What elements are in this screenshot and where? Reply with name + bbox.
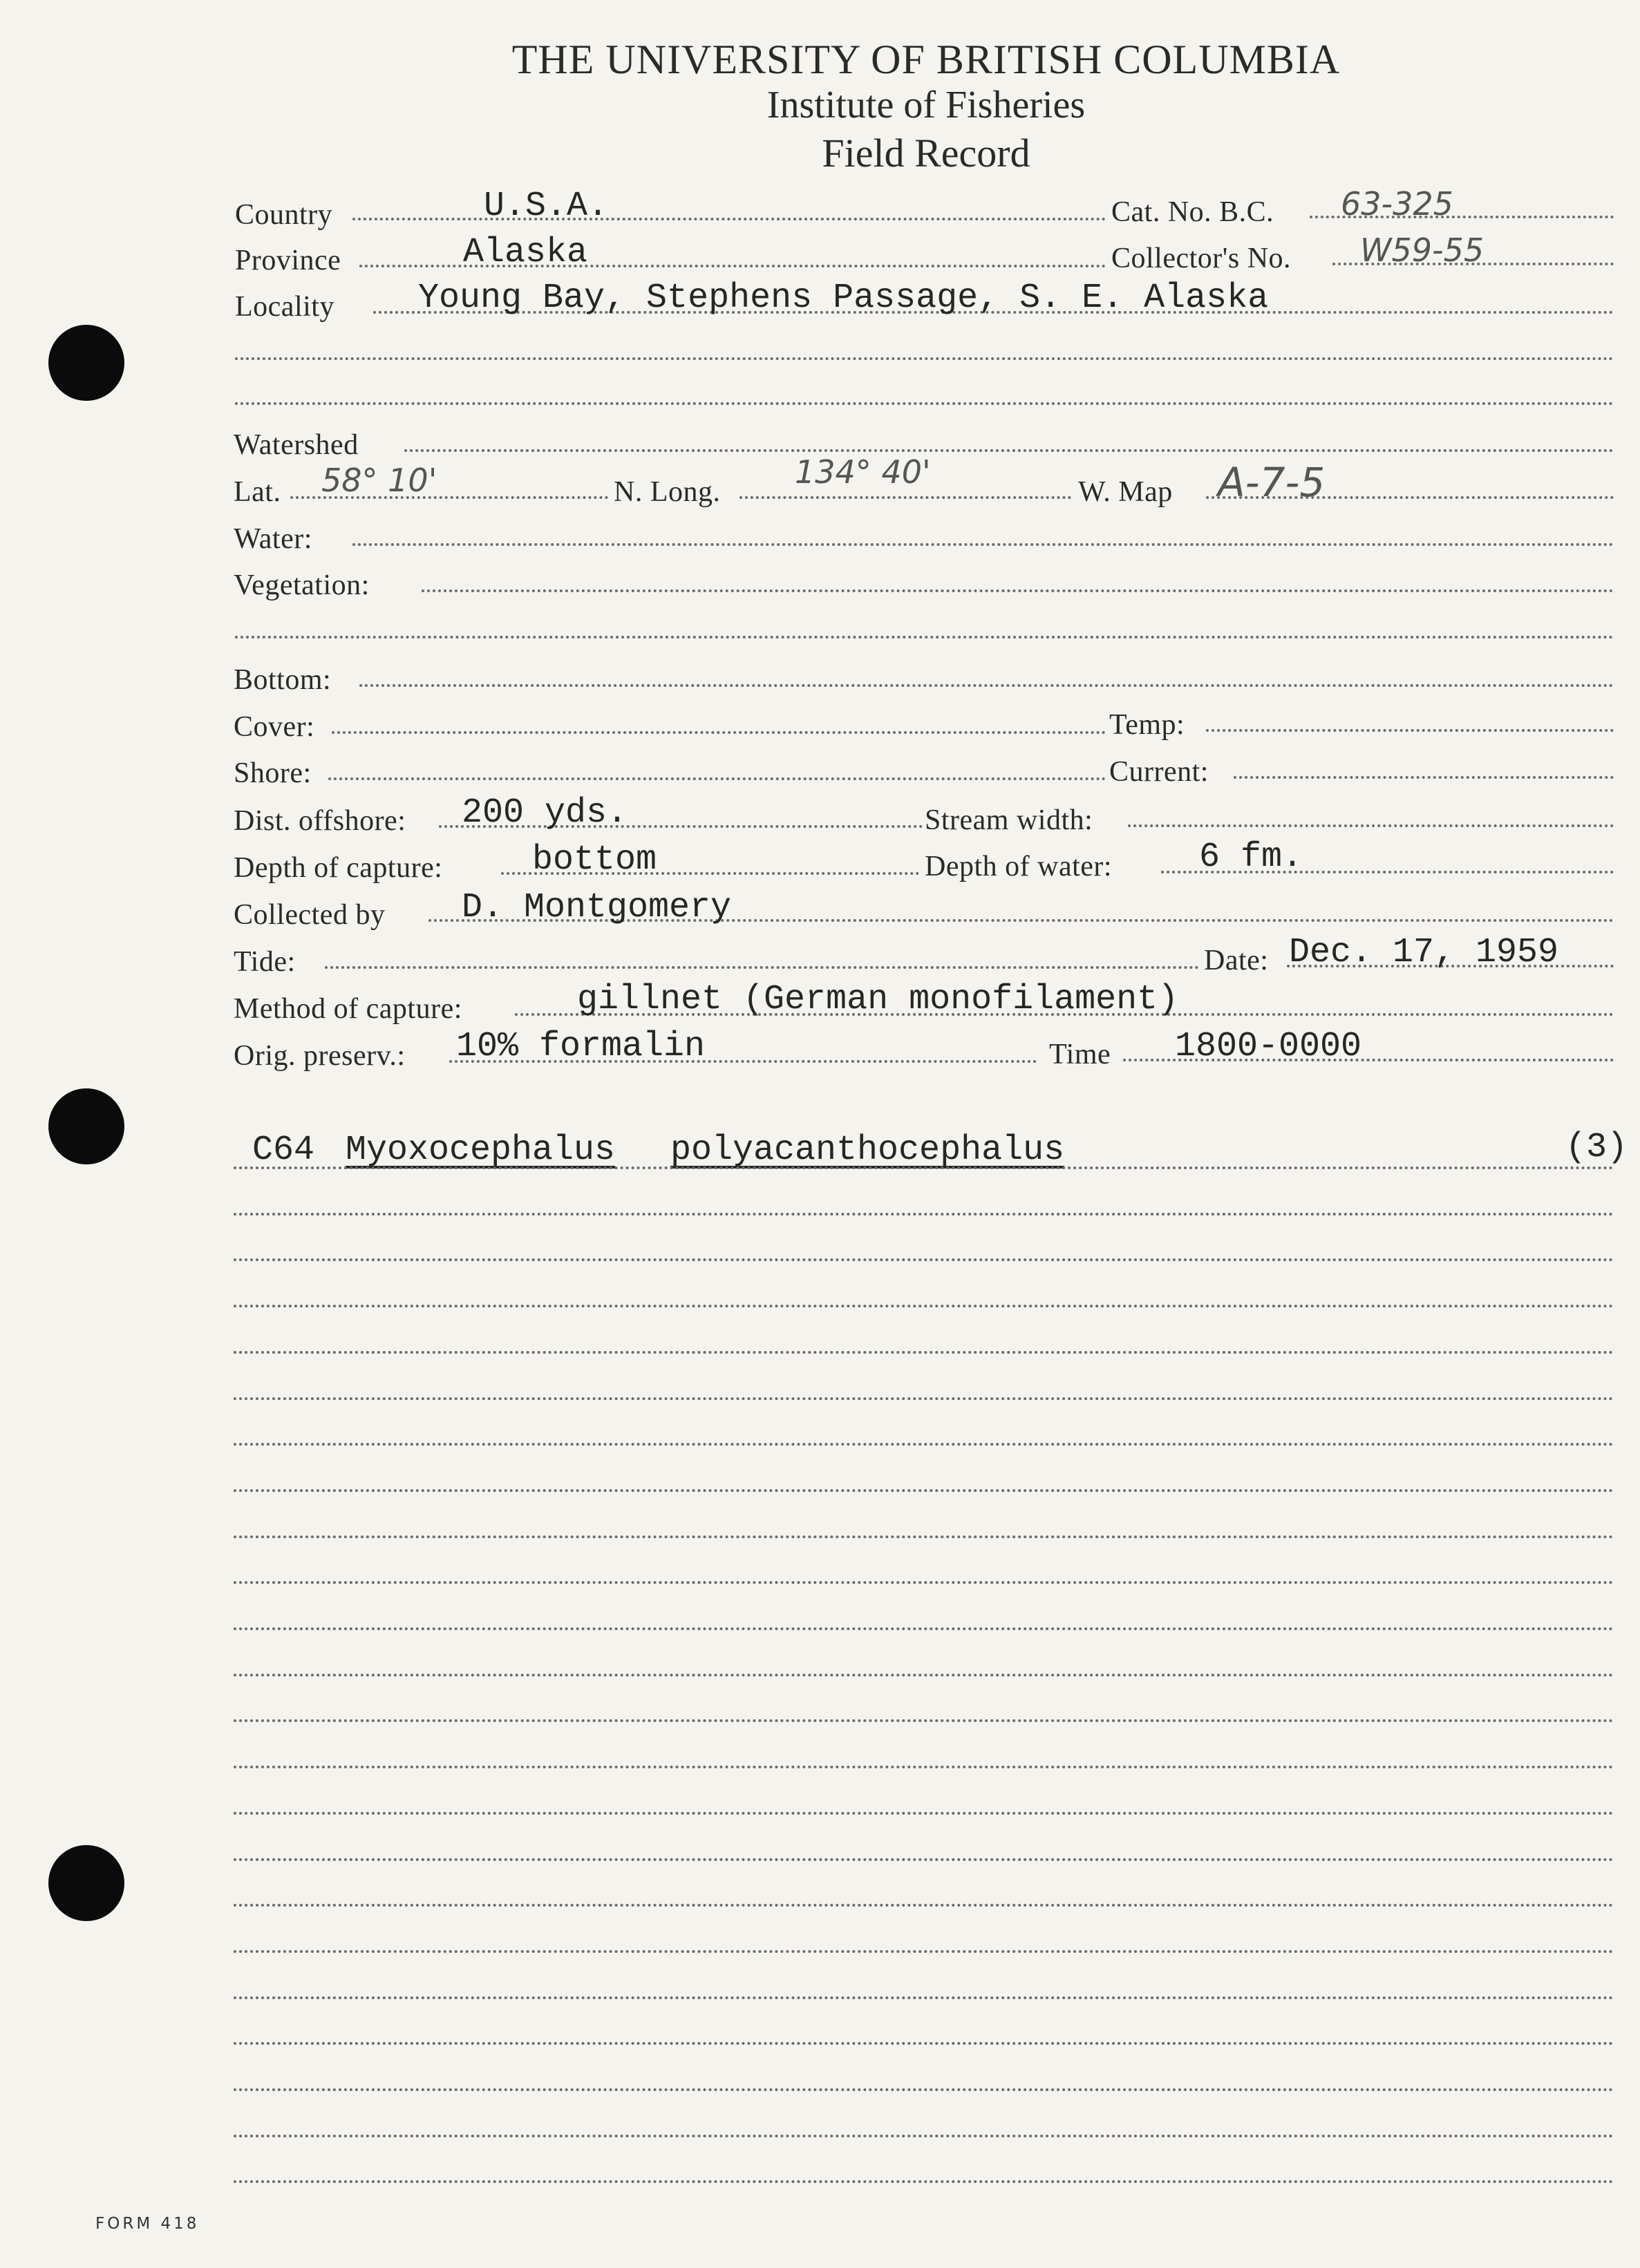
shore-label: Shore: — [234, 757, 312, 789]
orig-preserv-label: Orig. preserv.: — [234, 1040, 406, 1072]
water-line — [352, 543, 1614, 546]
specimen-species: polyacanthocephalus — [670, 1131, 1065, 1170]
lat-value: 58° 10' — [321, 462, 437, 499]
punch-hole-middle — [48, 1088, 124, 1164]
lat-label: Lat. — [234, 476, 281, 508]
tide-line — [325, 966, 1199, 969]
country-line — [352, 218, 1106, 220]
ruled-line — [234, 1627, 1614, 1630]
depth-capture-value: bottom — [532, 840, 657, 880]
dist-offshore-value: 200 yds. — [462, 793, 628, 833]
stream-width-label: Stream width: — [925, 804, 1093, 836]
institute-subtitle: Institute of Fisheries — [766, 84, 1086, 126]
ruled-line — [234, 1258, 1614, 1261]
ruled-line — [234, 1166, 1614, 1169]
stream-width-line — [1128, 824, 1614, 827]
bottom-label: Bottom: — [234, 664, 332, 696]
vegetation-line-2 — [235, 636, 1614, 639]
ruled-line — [234, 2088, 1614, 2091]
ruled-line — [234, 1213, 1614, 1216]
locality-value: Young Bay, Stephens Passage, S. E. Alaska — [418, 278, 1269, 318]
w-map-label: W. Map — [1078, 476, 1173, 508]
province-value: Alaska — [463, 233, 588, 272]
cover-line — [332, 731, 1106, 734]
depth-water-value: 6 fm. — [1199, 838, 1303, 877]
locality-line-3 — [235, 402, 1614, 405]
specimen-genus: Myoxocephalus — [346, 1131, 616, 1170]
ruled-line — [234, 1719, 1614, 1722]
vegetation-line — [422, 589, 1614, 592]
collectors-no-value: W59-55 — [1360, 231, 1485, 269]
ruled-line — [234, 1950, 1614, 1953]
vegetation-label: Vegetation: — [234, 569, 370, 601]
n-long-label: N. Long. — [614, 476, 721, 508]
current-label: Current: — [1109, 756, 1209, 788]
province-label: Province — [235, 245, 341, 276]
long-value: 134° 40' — [795, 453, 931, 491]
ruled-line — [234, 1535, 1614, 1538]
method-value: gillnet (German monofilament) — [577, 980, 1179, 1019]
ruled-line — [234, 1996, 1614, 1999]
specimen-code: C64 — [252, 1131, 315, 1170]
temp-line — [1206, 729, 1614, 732]
time-label: Time — [1049, 1039, 1111, 1070]
form-title: Field Record — [822, 131, 1030, 176]
ruled-line — [234, 1904, 1614, 1907]
cat-no-label: Cat. No. B.C. — [1111, 196, 1274, 228]
ruled-line — [234, 1397, 1614, 1400]
locality-label: Locality — [235, 291, 334, 323]
ruled-line — [234, 1674, 1614, 1676]
date-value: Dec. 17, 1959 — [1289, 933, 1559, 972]
current-line — [1234, 776, 1614, 779]
punch-hole-top — [48, 325, 124, 401]
map-value: A-7-5 — [1218, 459, 1326, 506]
country-label: Country — [235, 199, 333, 231]
cat-no-value: 63-325 — [1341, 185, 1453, 223]
watershed-label: Watershed — [234, 429, 359, 461]
country-value: U.S.A. — [484, 187, 609, 226]
ruled-line — [234, 1305, 1614, 1307]
depth-water-label: Depth of water: — [925, 851, 1113, 882]
ruled-line — [234, 1351, 1614, 1354]
collected-by-label: Collected by — [234, 899, 386, 931]
ruled-line — [234, 1489, 1614, 1492]
date-label: Date: — [1204, 945, 1269, 976]
water-label: Water: — [234, 523, 312, 555]
collectors-no-label: Collector's No. — [1111, 243, 1292, 274]
ruled-line — [234, 1812, 1614, 1815]
punch-hole-bottom — [48, 1845, 124, 1921]
specimen-count: (3) — [1565, 1128, 1628, 1167]
long-line — [739, 496, 1071, 499]
dist-offshore-label: Dist. offshore: — [234, 805, 406, 837]
locality-line-2 — [235, 357, 1614, 360]
ruled-line — [234, 1443, 1614, 1446]
institution-title: THE UNIVERSITY OF BRITISH COLUMBIA — [511, 37, 1341, 82]
ruled-line — [234, 1766, 1614, 1768]
shore-line — [328, 777, 1106, 780]
ruled-line — [234, 1858, 1614, 1861]
ruled-line — [234, 2135, 1614, 2137]
method-label: Method of capture: — [234, 993, 462, 1025]
collected-by-value: D. Montgomery — [462, 888, 732, 927]
depth-capture-label: Depth of capture: — [234, 852, 443, 884]
orig-preserv-value: 10% formalin — [456, 1027, 706, 1066]
ruled-line — [234, 2180, 1614, 2183]
form-number: FORM 418 — [95, 2215, 200, 2233]
watershed-line — [404, 449, 1614, 452]
ruled-line — [234, 2042, 1614, 2045]
cover-label: Cover: — [234, 711, 315, 743]
time-value: 1800-0000 — [1175, 1027, 1362, 1066]
ruled-line — [234, 1581, 1614, 1584]
tide-label: Tide: — [234, 946, 296, 978]
temp-label: Temp: — [1109, 709, 1185, 741]
bottom-line — [359, 684, 1614, 687]
